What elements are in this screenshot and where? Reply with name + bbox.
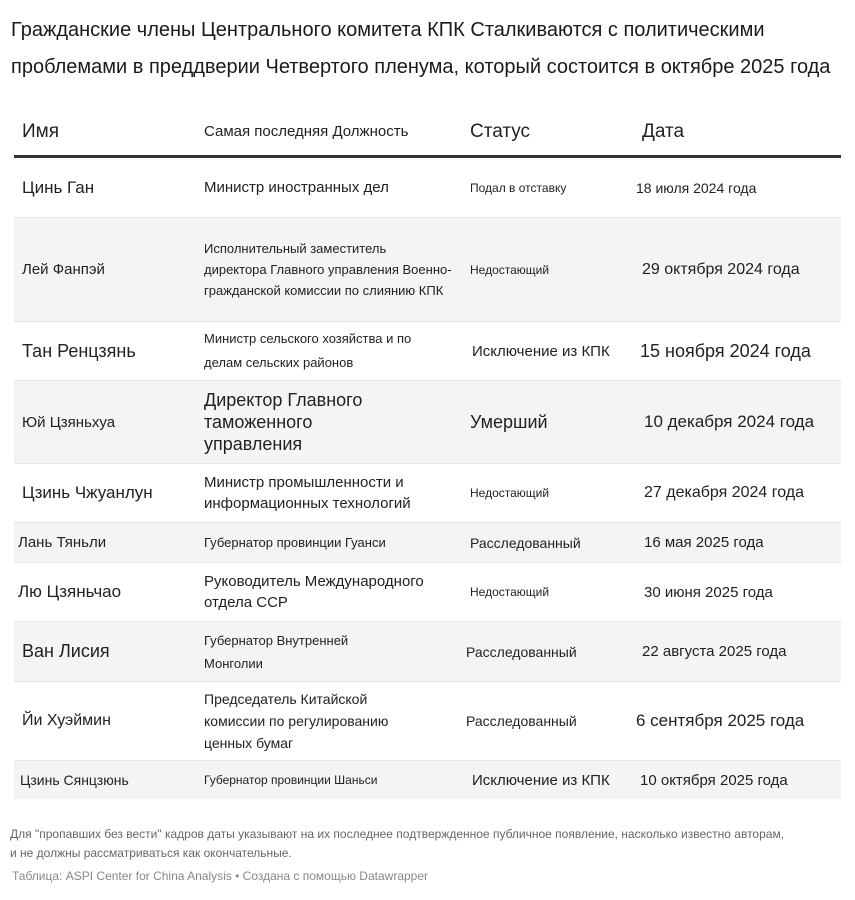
cell-name: Тан Ренцзянь xyxy=(22,340,136,361)
cell-position: Министр иностранных дел xyxy=(204,179,389,196)
table-row xyxy=(14,523,841,563)
cell-position: Министр промышленности и информационных технологий xyxy=(204,474,411,512)
table-row xyxy=(14,322,841,381)
cell-date: 6 сентября 2025 года xyxy=(636,711,805,730)
table-row xyxy=(14,464,841,523)
cell-status: Умерший xyxy=(470,411,548,432)
cell-date: 16 мая 2025 года xyxy=(644,534,764,551)
cell-status: Расследованный xyxy=(466,643,577,660)
table-row xyxy=(14,682,841,761)
cell-name: Йи Хуэймин xyxy=(22,712,111,729)
table-row xyxy=(14,563,841,622)
column-header-date: Дата xyxy=(642,120,685,142)
cell-date: 15 ноября 2024 года xyxy=(640,340,811,361)
cell-date: 27 декабря 2024 года xyxy=(644,484,805,501)
cell-status: Недостающий xyxy=(470,262,550,277)
table-title: Гражданские члены Центрального комитета КПК Сталкиваются с политическими проблемами в преддверии Четвертого пленума, который состоится в октябре 2025 года xyxy=(11,19,831,78)
cell-date: 10 октября 2025 года xyxy=(640,771,788,789)
cell-date: 22 августа 2025 года xyxy=(642,643,787,660)
cell-name: Лань Тяньли xyxy=(18,534,107,551)
cell-status: Исключение из КПК xyxy=(472,342,610,360)
cell-name: Цзинь Сянцзюнь xyxy=(20,772,129,788)
column-header-position: Самая последняя Должность xyxy=(204,123,409,140)
cell-name: Юй Цзяньхуа xyxy=(22,413,116,431)
table-row xyxy=(14,622,841,682)
cell-position: Исполнительный заместитель директора Главного управления Военно-гражданской комиссии по слиянию КПК xyxy=(204,241,452,298)
cell-name: Цзинь Чжуанлун xyxy=(22,483,153,502)
table-row xyxy=(14,381,841,464)
table-row xyxy=(14,218,841,322)
cell-date: 10 декабря 2024 года xyxy=(644,412,815,431)
table-row xyxy=(14,761,841,799)
cell-name: Ван Лисия xyxy=(22,641,110,661)
cell-name: Цинь Ган xyxy=(22,177,95,197)
data-table xyxy=(14,108,841,799)
cell-position: Руководитель Международного отдела ССР xyxy=(204,573,424,611)
cell-position: Министр сельского хозяйства и по делам сельских районов xyxy=(204,331,412,370)
column-header-name: Имя xyxy=(22,120,60,142)
cell-date: 18 июля 2024 года xyxy=(636,179,757,196)
cell-date: 30 июня 2025 года xyxy=(644,583,773,601)
cell-date: 29 октября 2024 года xyxy=(642,260,800,278)
column-header-status: Статус xyxy=(470,120,531,142)
cell-status: Расследованный xyxy=(470,534,581,551)
cell-status: Недостающий xyxy=(470,486,550,500)
cell-position: Директор Главного таможенного управления xyxy=(204,390,363,454)
table-row xyxy=(14,158,841,218)
cell-name: Лю Цзяньчао xyxy=(18,582,122,601)
cell-status: Недостающий xyxy=(470,585,550,599)
cell-position: Губернатор провинции Шаньси xyxy=(204,772,378,787)
cell-status: Подал в отставку xyxy=(470,180,567,195)
cell-name: Лей Фанпэй xyxy=(22,261,105,278)
table-header xyxy=(14,108,841,158)
cell-status: Исключение из КПК xyxy=(472,771,610,789)
cell-status: Расследованный xyxy=(466,713,577,729)
cell-position: Губернатор Внутренней Монголии xyxy=(204,632,349,671)
table-footnote: Для "пропавших без вести" кадров даты указывают на их последнее подтвержденное публичное появление, насколько известно авторам, и не должны рассматриваться как окончательные. xyxy=(10,827,785,860)
cell-position: Губернатор провинции Гуанси xyxy=(204,535,386,550)
cell-position: Председатель Китайской комиссии по регулированию ценных бумаг xyxy=(204,691,389,751)
table-source: Таблица: ASPI Center for China Analysis • Создана с помощью Datawrapper xyxy=(12,869,429,883)
